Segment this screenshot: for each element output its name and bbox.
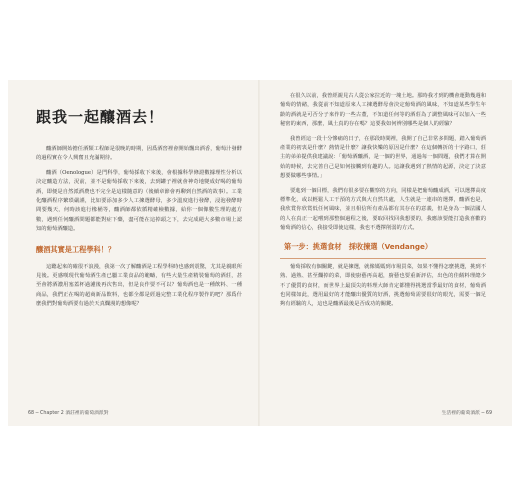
right-page (260, 80, 512, 426)
right-page-footer: 生活裡的葡萄酒派 ─ 69 (441, 411, 492, 416)
left-paragraph: 釀酒師開始擔任酒類工程師是很晚的時期，因爲酒窖裡會開始飄出酒香，葡萄汁發酵的過程實在令人興奮且充滿期待。 (36, 146, 242, 162)
right-paragraph: 在很久以前，我曾經親見古人從公家拉近的一塊土地。那時我才到的機會運動幾週和葡萄的情緒，我從前不知道原來人工揀選酵母會決定葡萄酒的風味，不知道某些學生年齡的酒就是可否分子來作的一些古董，不知道任何等的酒莊為了調整風味可以加入一些秘密的東西，那麼，風土真的存在嗎？這要我如何辨別哪些是個人的經驗？ (280, 93, 486, 128)
left-page (8, 80, 260, 426)
left-paragraph: 釀酒（Oenologue）是門科學，葡萄採收下來後，會根據科學條證數據理性分析以決定釀造方法，況前，並不是葡萄採收下來後，去到罐子裡就會神奇地變成好喝的葡萄酒，即便是自然派酒農也不完全是這樣隨意的（後續章節會再聊到自然酒的故事）。工業化釀酒程序繁瑣嚴謹，比如要添加多少人工揀選酵母，多少溫度進行發酵，浸泡發酵時間要幾天，何時該進行橡桶等，釀酒師都依循精確檢數據，給你一個像數生理的處方數，遇到任何釀酒問題都能對症下藥，盡可能在這掉頭之下，去完成絕大多數市場上認知的葡萄酒釀造。 (36, 169, 242, 233)
chapter-title: 跟我一起釀酒去！ (36, 108, 165, 126)
left-paragraph: 這聽起來的確很不浪漫，我第一次了解釀酒是工程學科時也感到震驚，尤其是親眼所見後。更感嘆現代葡萄酒生產已屬工業食品的範疇，有些大量生產精裝葡萄的酒莊，甚至會將酒濃用塞蓋杯過濾後再次售出，但是良作要不可以？葡萄酒也是一種飲料、一種商品，我們正在喝的超商新品飲料，也都全都是經過完整工業化程序製作的吧？那爲什麼我們對葡萄酒要有過於天真爛漫的想像呢？ (36, 263, 242, 308)
right-paragraph: 要進到一個目標，我們有很多要在觀察的方向，同樣是把葡萄釀成酒，可以選擇高度標準化，或以輕鬆人工干預的方式與大自然共處，人生就是一連串的選擇，釀酒也是，我欣賞你欣賞低任何風味，並且相信所有產品都有其存在的意義，但是身為一個法國人的人在真正一起嚐到那整個過程之後，要取回找回我想要的，我應該要能打造我喜歡的葡萄酒的信心，我接受即使這樣，我也不選擇削弱的方式。 (280, 187, 486, 232)
step-heading-rule (280, 258, 486, 259)
right-page-content (280, 92, 486, 315)
right-paragraph: 葡萄採收有個關鍵，就是揀選，就像媽媽到市場買菜，如果不懂得怎麼挑選，挑到不熟、過熟、甚至爛掉的菜，即使廚藝再高超，廚藝也要重新評估，出色的佳餚料理總少不了優質的食材，而世界上最頂尖的料理大師肯定都懂得挑選當季最好的食材，葡萄酒也同樣如此，選用最好的才能釀出優質的好酒，挑選葡萄需要很好的眼光，需要一個足夠有經驗的人，這也是釀酒最後是否成功的關鍵。 (280, 263, 486, 308)
right-paragraph: 我曾經這一段十分慘痛的日子，在那段時間裡，我開了自己非常多問題，踏入葡萄酒產業的初衷是什麼？熱情是什麼？讓我快樂的原因是什麼？在這個轉折的十字路口，莊主的弟弟提供我建議說：「葡萄酒釀酒，是一個的世界，通過每一個問題，我們才算在開始的時候，去完善自己是如何接觸到有趣的人。這讓我遇到了熱情的起源，決定了決意想要做哪些事情。」 (280, 135, 486, 180)
left-page-footer: 68 ─ Chapter 2 酒莊裡的葡萄酒派對 (28, 411, 109, 416)
step-heading: 第一步：挑選食材 採收揀選（Vendange） (284, 241, 433, 251)
section-heading: 釀酒其實是工程學科！？ (36, 244, 116, 254)
left-page-content (36, 92, 242, 315)
